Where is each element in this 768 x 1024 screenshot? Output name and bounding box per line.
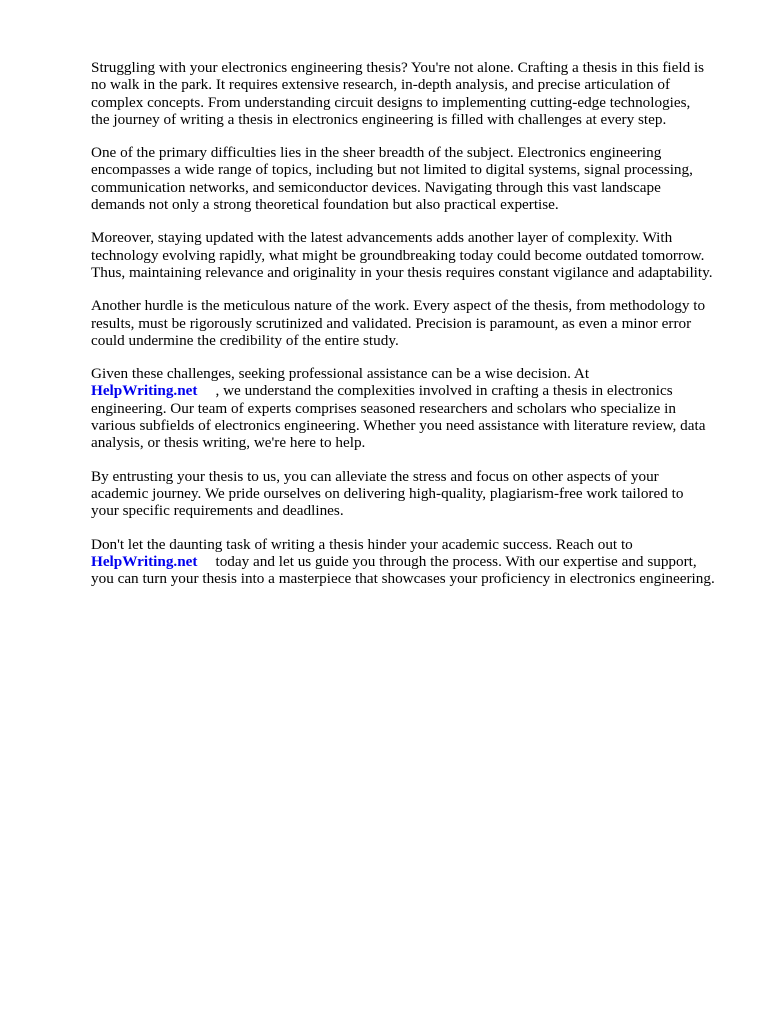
paragraph-advancements: Moreover, staying updated with the latest advancements adds another layer of complexity. With technology evolving rapidly, what might be groundbreaking today could become outdated tomorrow. Thus, maintaining relevance and originality in your thesis requires constant vigilance and adaptability. <box>91 229 713 281</box>
paragraph-cta-rest: today and let us guide you through the process. With our expertise and support, you can turn your thesis into a masterpiece that showcases your proficiency in electronics engineering. <box>91 552 715 588</box>
helpwriting-link[interactable]: HelpWriting.net <box>91 552 198 570</box>
paragraph-entrusting: By entrusting your thesis to us, you can alleviate the stress and focus on other aspects of your academic journey. We pride ourselves on delivering high-quality, plagiarism-free work tailored to your specific requirements and deadlines. <box>91 467 684 520</box>
helpwriting-link[interactable]: HelpWriting.net <box>91 382 198 400</box>
document-body <box>91 59 741 603</box>
paragraph-assistance <box>91 365 741 451</box>
paragraph-difficulties: One of the primary difficulties lies in the sheer breadth of the subject. Electronics engineering encompasses a wide range of topics, including but not limited to digital systems, signal processing, communication networks, and semiconductor devices. Navigating through this vast landscape demands not only a strong theoretical foundation but also practical expertise. <box>91 144 693 214</box>
paragraph-call-to-action <box>91 536 741 588</box>
paragraph-intro: Struggling with your electronics engineering thesis? You're not alone. Crafting a thesis in this field is no walk in the park. It requires extensive research, in-depth analysis, and precise articulation of complex concepts. From understanding circuit designs to implementing cutting-edge technologies, the journey of writing a thesis in electronics engineering is filled with challenges at every step. <box>91 59 705 128</box>
paragraph-assistance-rest: , we understand the complexities involved in crafting a thesis in electronics engineering. Our team of experts comprises seasoned researchers and scholars who specialize in various subfields of electronics engineering. Whether you need assistance with literature review, data analysis, or thesis writing, we're here to help. <box>91 382 706 452</box>
paragraph-assistance-intro: Given these challenges, seeking professional assistance can be a wise decision. At <box>91 365 590 383</box>
paragraph-hurdle: Another hurdle is the meticulous nature of the work. Every aspect of the thesis, from methodology to results, must be rigorously scrutinized and validated. Precision is paramount, as even a minor error could undermine the credibility of the entire study. <box>91 297 706 349</box>
paragraph-cta-intro: Don't let the daunting task of writing a thesis hinder your academic success. Reach out to <box>91 535 633 553</box>
